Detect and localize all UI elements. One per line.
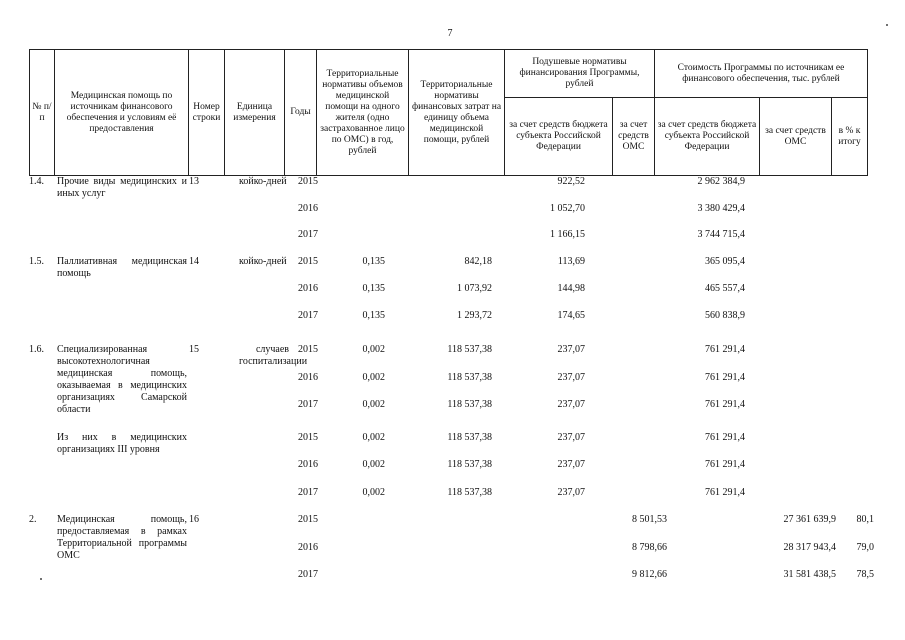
row-cost: 118 537,38 — [447, 372, 492, 383]
header-group-percapita: Подушевые нормативы финансирования Программы, рублей — [505, 50, 655, 98]
row-cost: 1 073,92 — [457, 283, 492, 294]
row-pr-oms: 27 361 639,9 — [783, 514, 836, 525]
row-year: 2015 — [298, 514, 318, 525]
row-year: 2015 — [298, 344, 318, 355]
row-year: 2017 — [298, 399, 318, 410]
header-col-volume: Территориальные нормативы объемов медицинской помощи на одного жителя (одно застрахованное лицо по ОМС) в год, рублей — [317, 50, 409, 176]
row-cost: 842,18 — [464, 256, 492, 267]
row-cost: 118 537,38 — [447, 344, 492, 355]
row-pc-budget: 174,65 — [557, 310, 585, 321]
row-pc-budget: 237,07 — [557, 459, 585, 470]
row-pc-budget: 237,07 — [557, 432, 585, 443]
row-year: 2017 — [298, 487, 318, 498]
row-pr-budget: 761 291,4 — [705, 372, 745, 383]
row-pr-budget: 761 291,4 — [705, 432, 745, 443]
row-volume: 0,135 — [362, 256, 385, 267]
row-pr-budget: 761 291,4 — [705, 399, 745, 410]
header-col-unit: Единица измерения — [225, 50, 285, 176]
section-description: Специализированная высокотехнологичная медицинская помощь, оказываемая в медицинских организациях Самарской области — [57, 344, 187, 415]
row-year: 2017 — [298, 229, 318, 240]
section-description: Из них в медицинских организациях III уровня — [57, 432, 187, 455]
row-pr-budget: 3 380 429,4 — [697, 203, 745, 214]
row-pc-oms: 8 798,66 — [632, 542, 667, 553]
section-number: 2. — [29, 514, 37, 525]
section-row-number: 14 — [189, 256, 199, 267]
row-pc-budget: 237,07 — [557, 344, 585, 355]
row-pr-oms: 28 317 943,4 — [783, 542, 836, 553]
row-year: 2016 — [298, 203, 318, 214]
row-pc-budget: 1 052,70 — [550, 203, 585, 214]
row-year: 2015 — [298, 432, 318, 443]
row-pr-budget: 3 744 715,4 — [697, 229, 745, 240]
header-group-program: Стоимость Программы по источникам ее финансового обеспечения, тыс. рублей — [655, 50, 868, 98]
header-sub-oms-program: за счет средств ОМС — [760, 98, 832, 176]
row-pct: 80,1 — [856, 514, 874, 525]
header-col-cost-unit: Территориальные нормативы финансовых затрат на единицу объема медицинской помощи, рублей — [409, 50, 505, 176]
scan-mark — [40, 578, 42, 580]
section-row-number: 15 — [189, 344, 199, 355]
row-pct: 79,0 — [856, 542, 874, 553]
row-year: 2016 — [298, 372, 318, 383]
section-number: 1.6. — [29, 344, 44, 355]
row-cost: 118 537,38 — [447, 432, 492, 443]
row-pr-budget: 761 291,4 — [705, 459, 745, 470]
row-year: 2017 — [298, 569, 318, 580]
row-pc-budget: 237,07 — [557, 372, 585, 383]
table-body — [29, 176, 877, 616]
row-year: 2017 — [298, 310, 318, 321]
section-row-number: 13 — [189, 176, 199, 187]
row-year: 2016 — [298, 283, 318, 294]
row-cost: 118 537,38 — [447, 399, 492, 410]
row-volume: 0,002 — [362, 372, 385, 383]
row-pr-budget: 365 095,4 — [705, 256, 745, 267]
row-year: 2015 — [298, 256, 318, 267]
row-year: 2016 — [298, 542, 318, 553]
row-pr-budget: 2 962 384,9 — [697, 176, 745, 187]
row-pct: 78,5 — [856, 569, 874, 580]
row-volume: 0,002 — [362, 487, 385, 498]
row-pr-budget: 465 557,4 — [705, 283, 745, 294]
section-unit: койко-дней — [239, 176, 287, 187]
row-year: 2015 — [298, 176, 318, 187]
row-volume: 0,002 — [362, 432, 385, 443]
header-col-care: Медицинская помощь по источникам финансового обеспечения и условиям её предоставления — [55, 50, 189, 176]
header-sub-percent: в % к итогу — [832, 98, 868, 176]
row-pc-budget: 922,52 — [557, 176, 585, 187]
row-pc-oms: 9 812,66 — [632, 569, 667, 580]
header-col-number: № п/п — [30, 50, 55, 176]
header-sub-budget-program: за счет средств бюджета субъекта Российской Федерации — [655, 98, 760, 176]
row-pc-budget: 237,07 — [557, 399, 585, 410]
row-pr-oms: 31 581 438,5 — [783, 569, 836, 580]
row-volume: 0,002 — [362, 344, 385, 355]
row-volume: 0,002 — [362, 399, 385, 410]
row-pc-budget: 237,07 — [557, 487, 585, 498]
table-header — [29, 49, 868, 176]
section-unit: койко-дней — [239, 256, 287, 267]
section-number: 1.5. — [29, 256, 44, 267]
scan-mark — [886, 24, 888, 26]
row-pc-budget: 144,98 — [557, 283, 585, 294]
row-pr-budget: 761 291,4 — [705, 344, 745, 355]
section-description: Прочие виды медицинских и иных услуг — [57, 176, 187, 199]
section-number: 1.4. — [29, 176, 44, 187]
row-pr-budget: 560 838,9 — [705, 310, 745, 321]
section-description: Паллиативная медицинская помощь — [57, 256, 187, 279]
section-row-number: 16 — [189, 514, 199, 525]
row-volume: 0,135 — [362, 310, 385, 321]
row-pr-budget: 761 291,4 — [705, 487, 745, 498]
row-volume: 0,002 — [362, 459, 385, 470]
section-unit: случаев госпитализации — [239, 344, 308, 367]
row-pc-budget: 1 166,15 — [550, 229, 585, 240]
row-pc-oms: 8 501,53 — [632, 514, 667, 525]
row-cost: 1 293,72 — [457, 310, 492, 321]
header-col-row-number: Номер строки — [189, 50, 225, 176]
page-number: 7 — [447, 28, 453, 39]
row-volume: 0,135 — [362, 283, 385, 294]
section-description: Медицинская помощь, предоставляемая в рамках Территориальной программы ОМС — [57, 514, 187, 561]
row-year: 2016 — [298, 459, 318, 470]
row-cost: 118 537,38 — [447, 459, 492, 470]
header-sub-budget-percapita: за счет средств бюджета субъекта Российской Федерации — [505, 98, 613, 176]
row-cost: 118 537,38 — [447, 487, 492, 498]
header-sub-oms-percapita: за счет средств ОМС — [613, 98, 655, 176]
header-col-years: Годы — [285, 50, 317, 176]
row-pc-budget: 113,69 — [557, 256, 585, 267]
